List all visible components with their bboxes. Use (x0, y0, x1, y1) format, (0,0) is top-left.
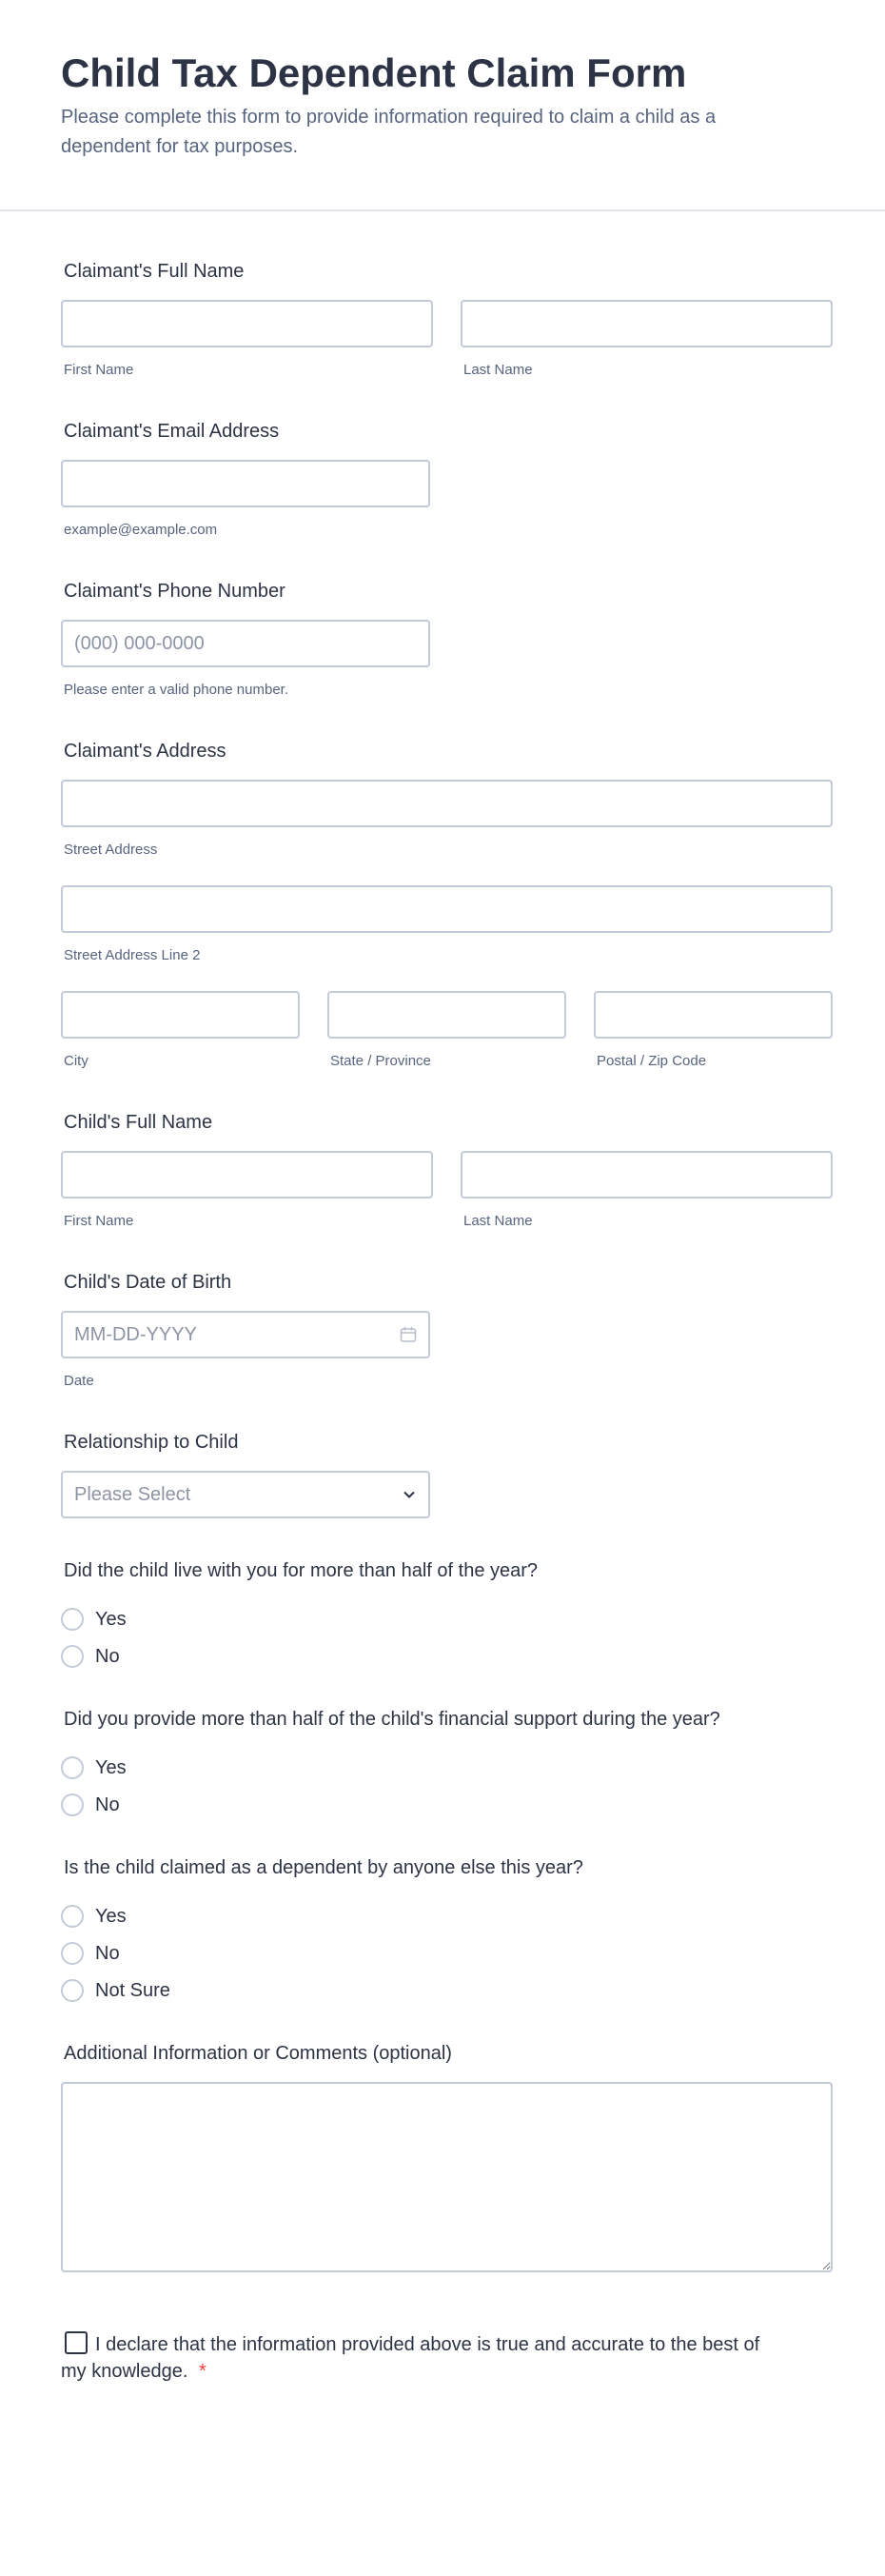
claimant-phone-input[interactable] (61, 620, 430, 667)
child-name-label: Child's Full Name (64, 1112, 213, 1133)
radio-button[interactable] (61, 1756, 84, 1779)
child-first-name-input[interactable] (61, 1151, 433, 1199)
radio-label: Not Sure (95, 1979, 170, 2001)
radio-label: No (95, 1793, 120, 1815)
q-claimed-label: Is the child claimed as a dependent by anyone else this year? (64, 1857, 583, 1878)
calendar-icon[interactable] (400, 1326, 417, 1343)
street-address-line2-input[interactable] (61, 885, 833, 933)
q-support-option-yes[interactable] (61, 1756, 127, 1779)
radio-button[interactable] (61, 1645, 84, 1668)
radio-button[interactable] (61, 1905, 84, 1928)
chevron-down-icon (403, 1488, 416, 1501)
street-address-input[interactable] (61, 780, 833, 827)
child-dob-sublabel: Date (64, 1373, 94, 1389)
claimant-name-label: Claimant's Full Name (64, 261, 245, 282)
claimant-email-input[interactable] (61, 460, 430, 507)
declaration-text: I declare that the information provided above is true and accurate to the best of my knowledge. (61, 2334, 760, 2382)
claimant-email-label: Claimant's Email Address (64, 421, 280, 442)
claimant-email-sublabel: example@example.com (64, 522, 218, 538)
radio-label: Yes (95, 1608, 127, 1630)
required-asterisk: * (198, 2361, 206, 2382)
radio-label: No (95, 1645, 120, 1667)
q-claimed-option-yes[interactable] (61, 1905, 127, 1928)
radio-button[interactable] (61, 1608, 84, 1631)
claimant-address-label: Claimant's Address (64, 741, 226, 762)
claimant-last-name-sublabel: Last Name (463, 362, 533, 378)
child-first-name-sublabel: First Name (64, 1213, 134, 1229)
claimant-first-name-sublabel: First Name (64, 362, 134, 378)
child-dob-label: Child's Date of Birth (64, 1272, 232, 1293)
radio-label: Yes (95, 1756, 127, 1778)
child-dob-input[interactable] (61, 1311, 430, 1358)
comments-label: Additional Information or Comments (optional) (64, 2043, 452, 2064)
q-claimed-option-not-sure[interactable] (61, 1979, 170, 2002)
comments-textarea[interactable] (61, 2082, 833, 2272)
q-live-option-yes[interactable] (61, 1608, 127, 1631)
radio-button[interactable] (61, 1793, 84, 1816)
declaration-block (61, 2331, 765, 2385)
claimant-first-name-input[interactable] (61, 300, 433, 347)
relationship-label: Relationship to Child (64, 1432, 239, 1453)
claimant-phone-sublabel: Please enter a valid phone number. (64, 682, 288, 698)
relationship-select[interactable] (61, 1471, 430, 1518)
city-sublabel: City (64, 1053, 88, 1069)
form-subtitle: Please complete this form to provide information required to claim a child as a dependent for tax purposes. (61, 107, 717, 157)
child-last-name-input[interactable] (461, 1151, 833, 1199)
state-sublabel: State / Province (330, 1053, 431, 1069)
radio-button[interactable] (61, 1942, 84, 1965)
city-input[interactable] (61, 991, 300, 1039)
claimant-phone-label: Claimant's Phone Number (64, 581, 285, 602)
child-last-name-sublabel: Last Name (463, 1213, 533, 1229)
q-support-option-no[interactable] (61, 1793, 120, 1816)
zip-input[interactable] (594, 991, 833, 1039)
q-support-label: Did you provide more than half of the child's financial support during the year? (64, 1709, 720, 1730)
declaration-checkbox[interactable] (65, 2331, 88, 2354)
form-header (0, 0, 885, 211)
q-live-option-no[interactable] (61, 1645, 120, 1668)
street-address-sublabel: Street Address (64, 842, 158, 858)
zip-sublabel: Postal / Zip Code (597, 1053, 707, 1069)
street-address-line2-sublabel: Street Address Line 2 (64, 947, 201, 963)
state-input[interactable] (327, 991, 566, 1039)
claimant-last-name-input[interactable] (461, 300, 833, 347)
q-claimed-option-no[interactable] (61, 1942, 120, 1965)
radio-button[interactable] (61, 1979, 84, 2002)
q-live-label: Did the child live with you for more than half of the year? (64, 1560, 539, 1581)
radio-label: Yes (95, 1905, 127, 1927)
form-title: Child Tax Dependent Claim Form (61, 50, 687, 95)
radio-label: No (95, 1942, 120, 1964)
